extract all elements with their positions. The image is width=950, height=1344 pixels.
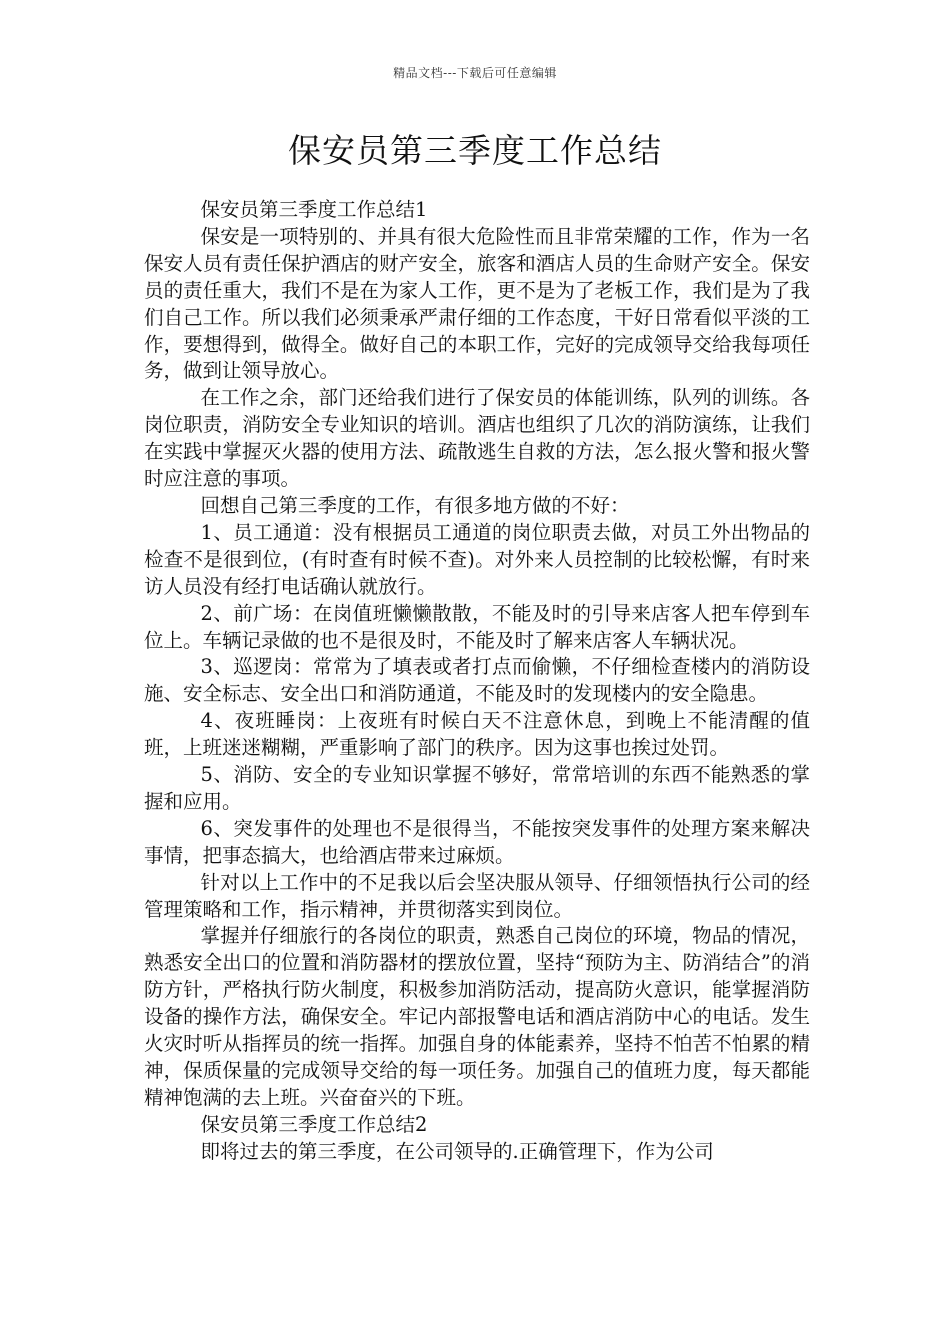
document-body — [144, 197, 810, 1166]
section-heading-2: 保安员第三季度工作总结2 — [200, 1112, 428, 1136]
list-item-patrol: 3、巡逻岗：常常为了填表或者打点而偷懒，不仔细检查楼内的消防设施、安全标志、安全出口和消防通道，不能及时的发现楼内的安全隐患。 — [144, 655, 810, 706]
list-item-night-shift: 4、夜班睡岗：上夜班有时候白天不注意休息，到晚上不能清醒的值班，上班迷迷糊糊，严重影响了部门的秩序。因为这事也挨过处罚。 — [144, 709, 810, 760]
list-item-fire-safety: 5、消防、安全的专业知识掌握不够好，常常培训的东西不能熟悉的掌握和应用。 — [144, 763, 810, 813]
header-note: 精品文档---下载后可任意编辑 — [393, 66, 557, 80]
paragraph-improvement: 针对以上工作中的不足我以后会坚决服从领导、仔细领悟执行公司的经管理策略和工作，指示精神，并贯彻落实到岗位。 — [144, 870, 810, 921]
list-item-emergency: 6、突发事件的处理也不是很得当，不能按突发事件的处理方案来解决事情，把事态搞大，也给酒店带来过麻烦。 — [144, 816, 810, 867]
list-item-staff-passage: 1、员工通道：没有根据员工通道的岗位职责去做，对员工外出物品的检查不是很到位，(有时查有时候不查)。对外来人员控制的比较松懈，有时来访人员没有经打电话确认就放行。 — [144, 520, 810, 598]
paragraph-intro: 保安是一项特别的、并具有很大危险性而且非常荣耀的工作，作为一名保安人员有责任保护酒店的财产安全，旅客和酒店人员的生命财产安全。保安员的责任重大，我们不是在为家人工作，更不是为了老板工作，我们是为了我们自己工作。所以我们必须秉承严肃仔细的工作态度，干好日常看似平淡的工作，要想得到，做得全。做好自己的本职工作，完好的完成领导交给我每项任务，做到让领导放心。 — [144, 224, 810, 383]
paragraph-training: 在工作之余，部门还给我们进行了保安员的体能训练，队列的训练。各岗位职责，消防安全专业知识的培训。酒店也组织了几次的消防演练，让我们在实践中掌握灭火器的使用方法、疏散逃生自救的方法，怎么报火警和报火警时应注意的事项。 — [144, 386, 810, 491]
paragraph-review: 回想自己第三季度的工作，有很多地方做的不好： — [200, 493, 630, 517]
document-title: 保安员第三季度工作总结 — [288, 131, 662, 170]
list-item-front-plaza: 2、前广场：在岗值班懒懒散散，不能及时的引导来店客人把车停到车位上。车辆记录做的也不是很及时，不能及时了解来店客人车辆状况。 — [144, 601, 810, 652]
paragraph-duties: 掌握并仔细旅行的各岗位的职责，熟悉自己岗位的环境，物品的情况，熟悉安全出口的位置和消防器材的摆放位置，坚持“预防为主、防消结合”的消防方针，严格执行防火制度，积极参加消防活动，提高防火意识，能掌握消防设备的操作方法，确保安全。牢记内部报警电话和酒店消防中心的电话。发生火灾时听从指挥员的统一指挥。加强自身的体能素养，坚持不怕苦不怕累的精神，保质保量的完成领导交给的每一项任务。加强自己的值班力度，每天都能精神饱满的去上班。兴奋奋兴的下班。 — [144, 924, 810, 1109]
section-heading-1: 保安员第三季度工作总结1 — [200, 198, 428, 221]
paragraph-section2-intro: 即将过去的第三季度，在公司领导的.正确管理下，作为公司 — [200, 1139, 714, 1163]
